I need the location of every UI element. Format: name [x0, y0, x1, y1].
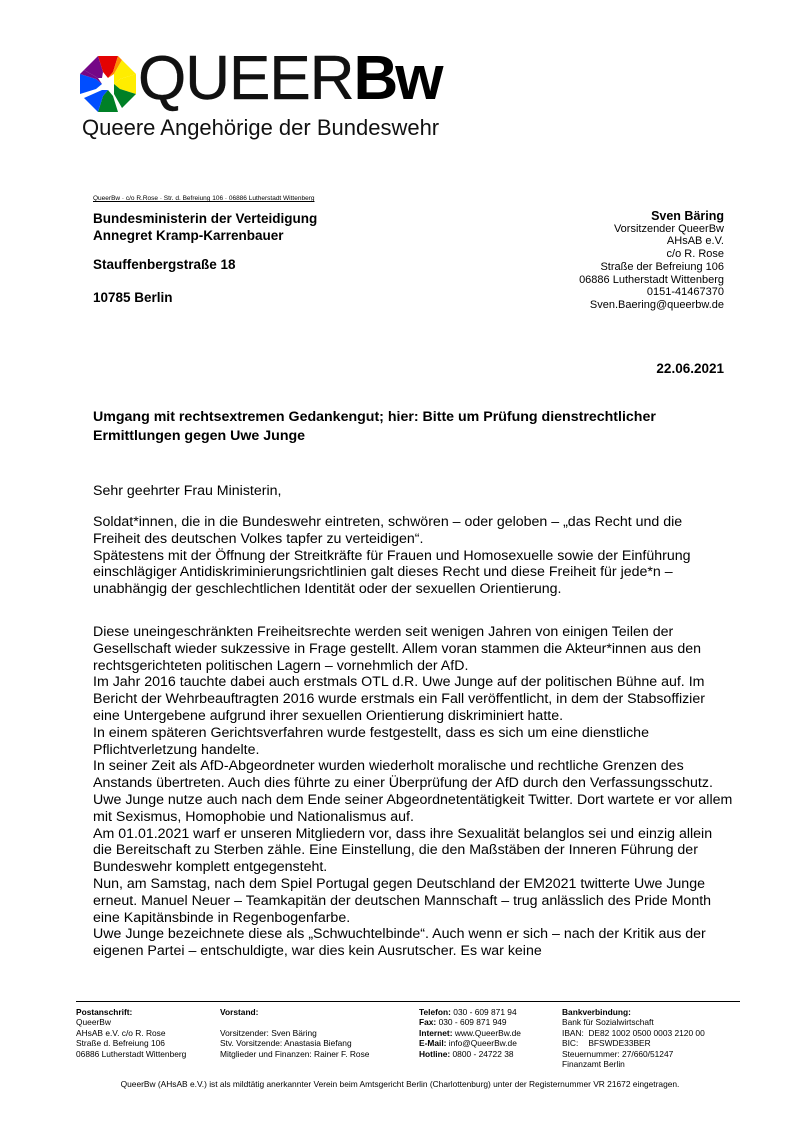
footer-mail-label: E-Mail:: [419, 1038, 447, 1049]
footer-board-spacer: [220, 1017, 369, 1027]
footer-phone[interactable]: 030 - 609 871 94: [453, 1007, 517, 1017]
iron-cross-rainbow-icon: [80, 56, 136, 112]
footer-board-heading: Vorstand:: [220, 1007, 259, 1017]
body-section-2: [93, 624, 733, 960]
footer-iban-label: IBAN:: [562, 1027, 584, 1038]
sender-email[interactable]: Sven.Baering@queerbw.de: [589, 298, 724, 311]
footer-iban: DE82 1002 0500 0003 2120 00: [588, 1027, 705, 1038]
footer-board: [220, 1007, 369, 1059]
body-paragraph: Am 01.01.2021 warf er unseren Mitgliedern vor, dass ihre Sexualität belanglos sei und einzig allein die Bereitschaft zu Sterben zähle. Eine Einstellung, die den Maßstäben der Inneren Führung der Bundeswehr komplett entgegensteht.: [93, 825, 713, 876]
footer-tax-label: Steuernummer:: [562, 1048, 620, 1059]
footer-web-label: Internet:: [419, 1027, 453, 1038]
logo-wordmark: [138, 44, 440, 114]
recipient-city: 10785 Berlin: [93, 290, 173, 305]
footer-web-link[interactable]: www.QueerBw.de: [454, 1027, 521, 1038]
sender-phone: 0151-41467370: [646, 286, 724, 299]
body-paragraph: Nun, am Samstag, nach dem Spiel Portugal gegen Deutschland der EM2021 twitterte Uwe Junge erneut. Manuel Neuer – Teamkapitän der deutschen Mannschaft – trug anlässlich des Pride Month eine Kapitänsbinde in Regenbogenfarbe.: [93, 875, 712, 926]
body-section-1: [93, 514, 733, 598]
body-paragraph: Uwe Junge bezeichnete diese als „Schwuchtelbinde“. Auch wenn er sich – nach der Kritik aus der eigenen Partei – entschuldigte, war dies kein Ausrutscher. Es war keine: [93, 926, 706, 960]
footer-tax-office: Finanzamt Berlin: [562, 1059, 625, 1070]
salutation: Sehr geehrter Frau Ministerin,: [93, 483, 282, 499]
footer-hotline[interactable]: 0800 - 24722 38: [452, 1048, 514, 1059]
footer-bank-heading: Bankverbindung:: [562, 1007, 631, 1017]
footer-board-line: Vorsitzender: Sven Bäring: [220, 1027, 317, 1038]
logo-tagline: Queere Angehörige der Bundeswehr: [82, 115, 440, 140]
recipient-line1: Bundesministerin der Verteidigung: [93, 211, 318, 226]
body-paragraph: Diese uneingeschränkten Freiheitsrechte werden seit wenigen Jahren von einigen Teilen der Gesellschaft wieder sukzessive in Frage gestellt. Allem voran stammen die Akteur*innen aus den rechtsgerichteten politischen Lagern – vornehmlich der AfD.: [93, 624, 702, 674]
sender-street: Straße der Befreiung 106: [600, 260, 724, 273]
footer-tax: 27/660/51247: [622, 1048, 674, 1059]
sender-name: Sven Bäring: [651, 209, 724, 223]
footer-bank-name: Bank für Sozialwirtschaft: [562, 1017, 654, 1028]
footer-hotline-label: Hotline:: [419, 1048, 451, 1059]
footer-board-line: Mitglieder und Finanzen: Rainer F. Rose: [220, 1048, 370, 1059]
footer-divider: [76, 1001, 740, 1002]
letter-date: 22.06.2021: [656, 361, 724, 376]
footer-phone-label: Telefon:: [419, 1007, 451, 1017]
sender-block: [579, 210, 724, 312]
body-paragraph: Soldat*innen, die in die Bundeswehr eintreten, schwören – oder geloben – „das Recht und die Freiheit des deutschen Volkes tapfer zu verteidigen“.: [93, 514, 683, 547]
sender-org: AHsAB e.V.: [666, 235, 724, 248]
footer-postal-heading: Postanschrift:: [76, 1007, 133, 1017]
sender-role: Vorsitzender QueerBw: [613, 222, 724, 235]
body-paragraph: Im Jahr 2016 tauchte dabei auch erstmals OTL d.R. Uwe Junge auf der politischen Bühne auf. Im Bericht der Wehrbeauftragten 2016 wurde erstmals ein Fall veröffentlicht, in dem der Stabsoffizier eine Untergebene aufgrund ihrer sexuellen Orientierung diskriminiert hatte.: [93, 674, 705, 724]
body-paragraph: Spätestens mit der Öffnung der Streitkräfte für Frauen und Homosexuelle sowie der Einführung einschlägiger Antidiskriminierungsrichtlinien galt dieses Recht und diese Freiheit für jede*n – unabhängig der geschlechtlichen Identität oder der sexuellen Orientierung.: [93, 547, 691, 598]
logo-word-light: QUEER: [138, 44, 354, 113]
recipient-line2: Annegret Kramp-Karrenbauer: [93, 228, 284, 243]
sender-return-line: QueerBw · c/o R.Rose · Str. d. Befreiung 106 · 06886 Lutherstadt Wittenberg: [93, 195, 315, 202]
footer-mail-link[interactable]: info@QueerBw.de: [448, 1038, 517, 1049]
footer-contact: [419, 1007, 521, 1059]
letter-subject: Umgang mit rechtsextremen Gedankengut; hier: Bitte um Prüfung dienstrechtlicher Ermittlungen gegen Uwe Junge: [93, 409, 656, 444]
footer-postal-line: QueerBw: [76, 1017, 111, 1028]
recipient-street: Stauffenbergstraße 18: [93, 257, 236, 272]
footer-bic-label: BIC:: [562, 1038, 579, 1049]
footer-board-line: Stv. Vorsitzende: Anastasia Biefang: [220, 1038, 352, 1049]
body-paragraph: Uwe Junge nutze auch nach dem Ende seiner Abgeordnetentätigkeit Twitter. Dort wartete er vor allem mit Sexismus, Homophobie und Nationalismus auf.: [93, 791, 733, 825]
footer-legal-note: QueerBw (AHsAB e.V.) ist als mildtätig anerkannter Verein beim Amtsgericht Berlin (Charlottenburg) unter der Registernummer VR 21672 eingetragen.: [120, 1079, 680, 1089]
sender-co: c/o R. Rose: [666, 248, 724, 261]
footer-bic: BFSWDE33BER: [588, 1038, 651, 1049]
footer-postal-line: 06886 Lutherstadt Wittenberg: [76, 1048, 187, 1059]
logo-word-bold: Bw: [353, 44, 441, 113]
footer-fax: 030 - 609 871 949: [438, 1017, 507, 1028]
sender-city: 06886 Lutherstadt Wittenberg: [579, 273, 724, 286]
footer-postal: [76, 1007, 186, 1059]
footer-postal-line: Straße d. Befreiung 106: [76, 1038, 165, 1049]
footer-fax-label: Fax:: [419, 1017, 437, 1028]
footer-bank: [562, 1007, 705, 1069]
footer-postal-line: AHsAB e.V. c/o R. Rose: [76, 1027, 166, 1038]
body-paragraph: In einem späteren Gerichtsverfahren wurde festgestellt, dass es sich um eine dienstliche Pflichtverletzung handelte.: [93, 724, 649, 758]
body-paragraph: In seiner Zeit als AfD-Abgeordneter wurden wiederholt moralische und rechtliche Grenzen des Anstands übertreten. Auch dies führte zu einer Überprüfung der AfD durch den Verfassungsschutz.: [93, 758, 713, 792]
